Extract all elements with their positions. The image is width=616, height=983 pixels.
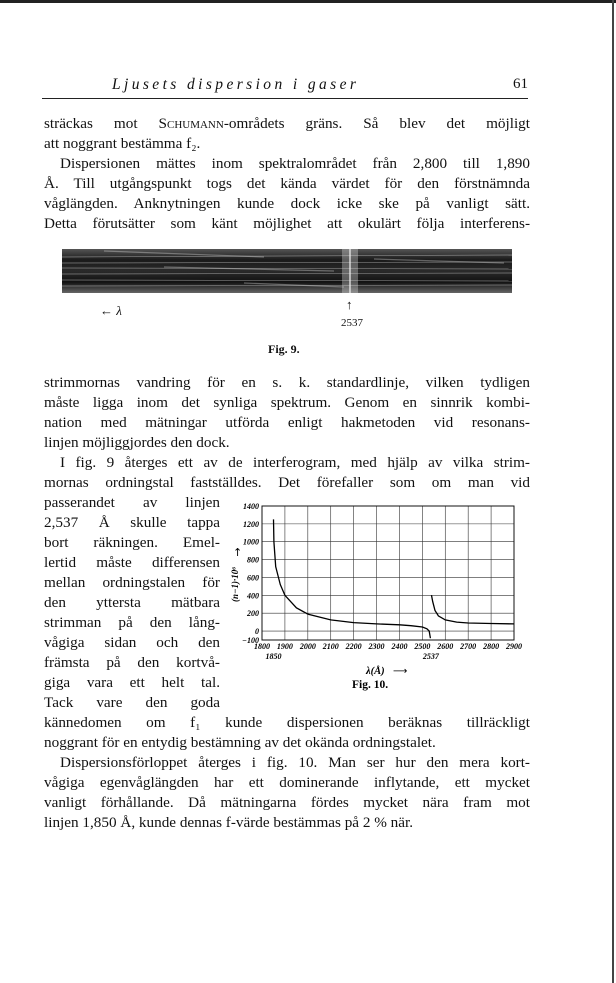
y-tick-label: −100 [242,636,259,645]
text-line: mellan ordningstalen för [44,574,220,591]
text-line [44,114,530,134]
text-segment: sträckas mot [44,115,159,132]
x-tick-label: 2200 [345,642,362,651]
text-line: bort räkningen. Emel- [44,534,220,551]
text-line: kännedomen om f₁ kunde dispersionen beräknas tillräckligt [44,714,530,731]
x-tick-label: 1800 [254,642,270,651]
text-line: passerandet av linjen [44,494,220,511]
y-tick-label: 400 [247,591,259,601]
x-tick-label: 2400 [391,642,408,651]
y-tick-label: 600 [247,573,259,583]
y-axis-label: (n−1)·10⁶ [230,566,240,602]
text-segment: -områdets gräns. Så blev det möjligt [223,115,530,132]
text-line: vanligt förhållande. Då mätningarna fördes mycket nära fram mot [44,794,530,811]
right-border [612,0,614,983]
figure-9 [44,237,530,357]
text-line: våglängden. Anknytningen kunde dock icke ske på vanligt sätt. [44,195,530,212]
x-extra-label: 1850 [265,652,282,661]
text-line: att noggrant bestämma f₂. [44,135,201,152]
x-tick-label: 2700 [460,642,477,651]
text-line: linjen 1,850 Å, kunde dennas f-värde bestämmas på 2 % när. [44,814,414,831]
text-line: Detta förutsätter som känt möjlighet att okulärt följa interferens- [44,215,530,232]
x-extra-label: 2537 [422,652,439,661]
author-name: Schumann [158,115,224,132]
top-border [0,0,616,3]
text-line: vågiga sidan och den [44,634,220,651]
paragraph-3 [44,373,530,453]
text-line: giga vara ett helt tal. [44,674,220,691]
header-rule [42,98,528,99]
text-line: nation med mätningar utförda enligt hakmetoden vid resonans- [44,414,530,431]
figure-10-caption: Fig. 10. [352,679,389,691]
text-line: noggrant för en entydig bestämning av det okända ordningstalet. [44,734,436,751]
interferogram-image [44,237,530,307]
x-axis-arrow-icon: ⟶ [393,666,408,677]
y-tick-label: 1000 [243,537,259,547]
paragraph-2 [44,154,530,234]
text-line: mornas ordningstal fastställdes. Det förefaller som om man vid [44,474,530,491]
y-tick-label: 800 [247,555,259,565]
x-tick-label: 2100 [322,642,339,651]
x-tick-label: 2000 [299,642,316,651]
figure-10 [224,494,534,692]
text-line: lertid måste differensen [44,554,220,571]
text-line: strimman på den lång- [44,614,220,631]
paragraph-5 [44,753,530,833]
x-tick-label: 2300 [368,642,385,651]
y-tick-label: 200 [247,609,259,619]
wavelength-mark-label: 2537 [341,317,363,329]
y-tick-label: 0 [255,627,259,637]
text-line: I fig. 9 återges ett av de interferogram, med hjälp av vilka strim- [60,454,530,471]
text-line: 2,537 Å skulle tappa [44,514,220,531]
x-tick-label: 2500 [414,642,431,651]
lambda-symbol: λ [116,303,122,318]
text-line: Dispersionsförloppet återges i fig. 10. Man ser hur den mera kort- [60,754,530,771]
running-title: Ljusets dispersion i gaser [112,76,360,93]
text-line: Tack vare den goda [44,694,220,711]
text-line: strimmornas vandring för en s. k. standardlinje, vilken tydligen [44,374,530,391]
running-header [42,76,528,100]
lambda-arrow-label [100,303,122,319]
x-axis-label: λ(Å) [366,666,385,677]
page-number: 61 [513,76,528,92]
text-line: främsta på den kortvå- [44,654,220,671]
text-line: Dispersionen mättes inom spektralområdet från 2,800 till 1,890 [60,155,530,172]
x-tick-label: 2800 [483,642,500,651]
plot-frame [262,506,514,640]
text-line: vågiga egenvåglängden har ett dominerande inflytande, ett mycket [44,774,530,791]
paragraph-1 [44,114,530,154]
text-line: Å. Till utgångspunkt togs det kända värdet för den förstnämnda [44,175,530,192]
y-axis-arrow-icon: ↑ [233,546,243,559]
text-line: den yttersta mätbara [44,594,220,611]
text-line: linjen möjliggjordes den dock. [44,434,230,451]
y-tick-label: 1200 [243,519,259,529]
series-line-branch-short [274,519,431,638]
paragraph-4-wrapped [44,493,220,713]
y-tick-label: 1400 [243,502,259,511]
x-tick-label: 2600 [437,642,454,651]
dispersion-chart [224,494,534,692]
series-line-branch-long [432,595,515,624]
x-tick-label: 1900 [276,642,293,651]
up-arrow-icon: ↑ [346,297,353,312]
paragraph-4-head [44,453,530,493]
left-arrow-icon: ← [100,303,113,318]
x-tick-label: 2900 [506,642,522,651]
text-line: måste ligga inom det synliga spektrum. Genom en sinnrik kombi- [44,394,530,411]
figure-9-caption: Fig. 9. [268,342,300,356]
paragraph-4-tail [44,713,530,753]
